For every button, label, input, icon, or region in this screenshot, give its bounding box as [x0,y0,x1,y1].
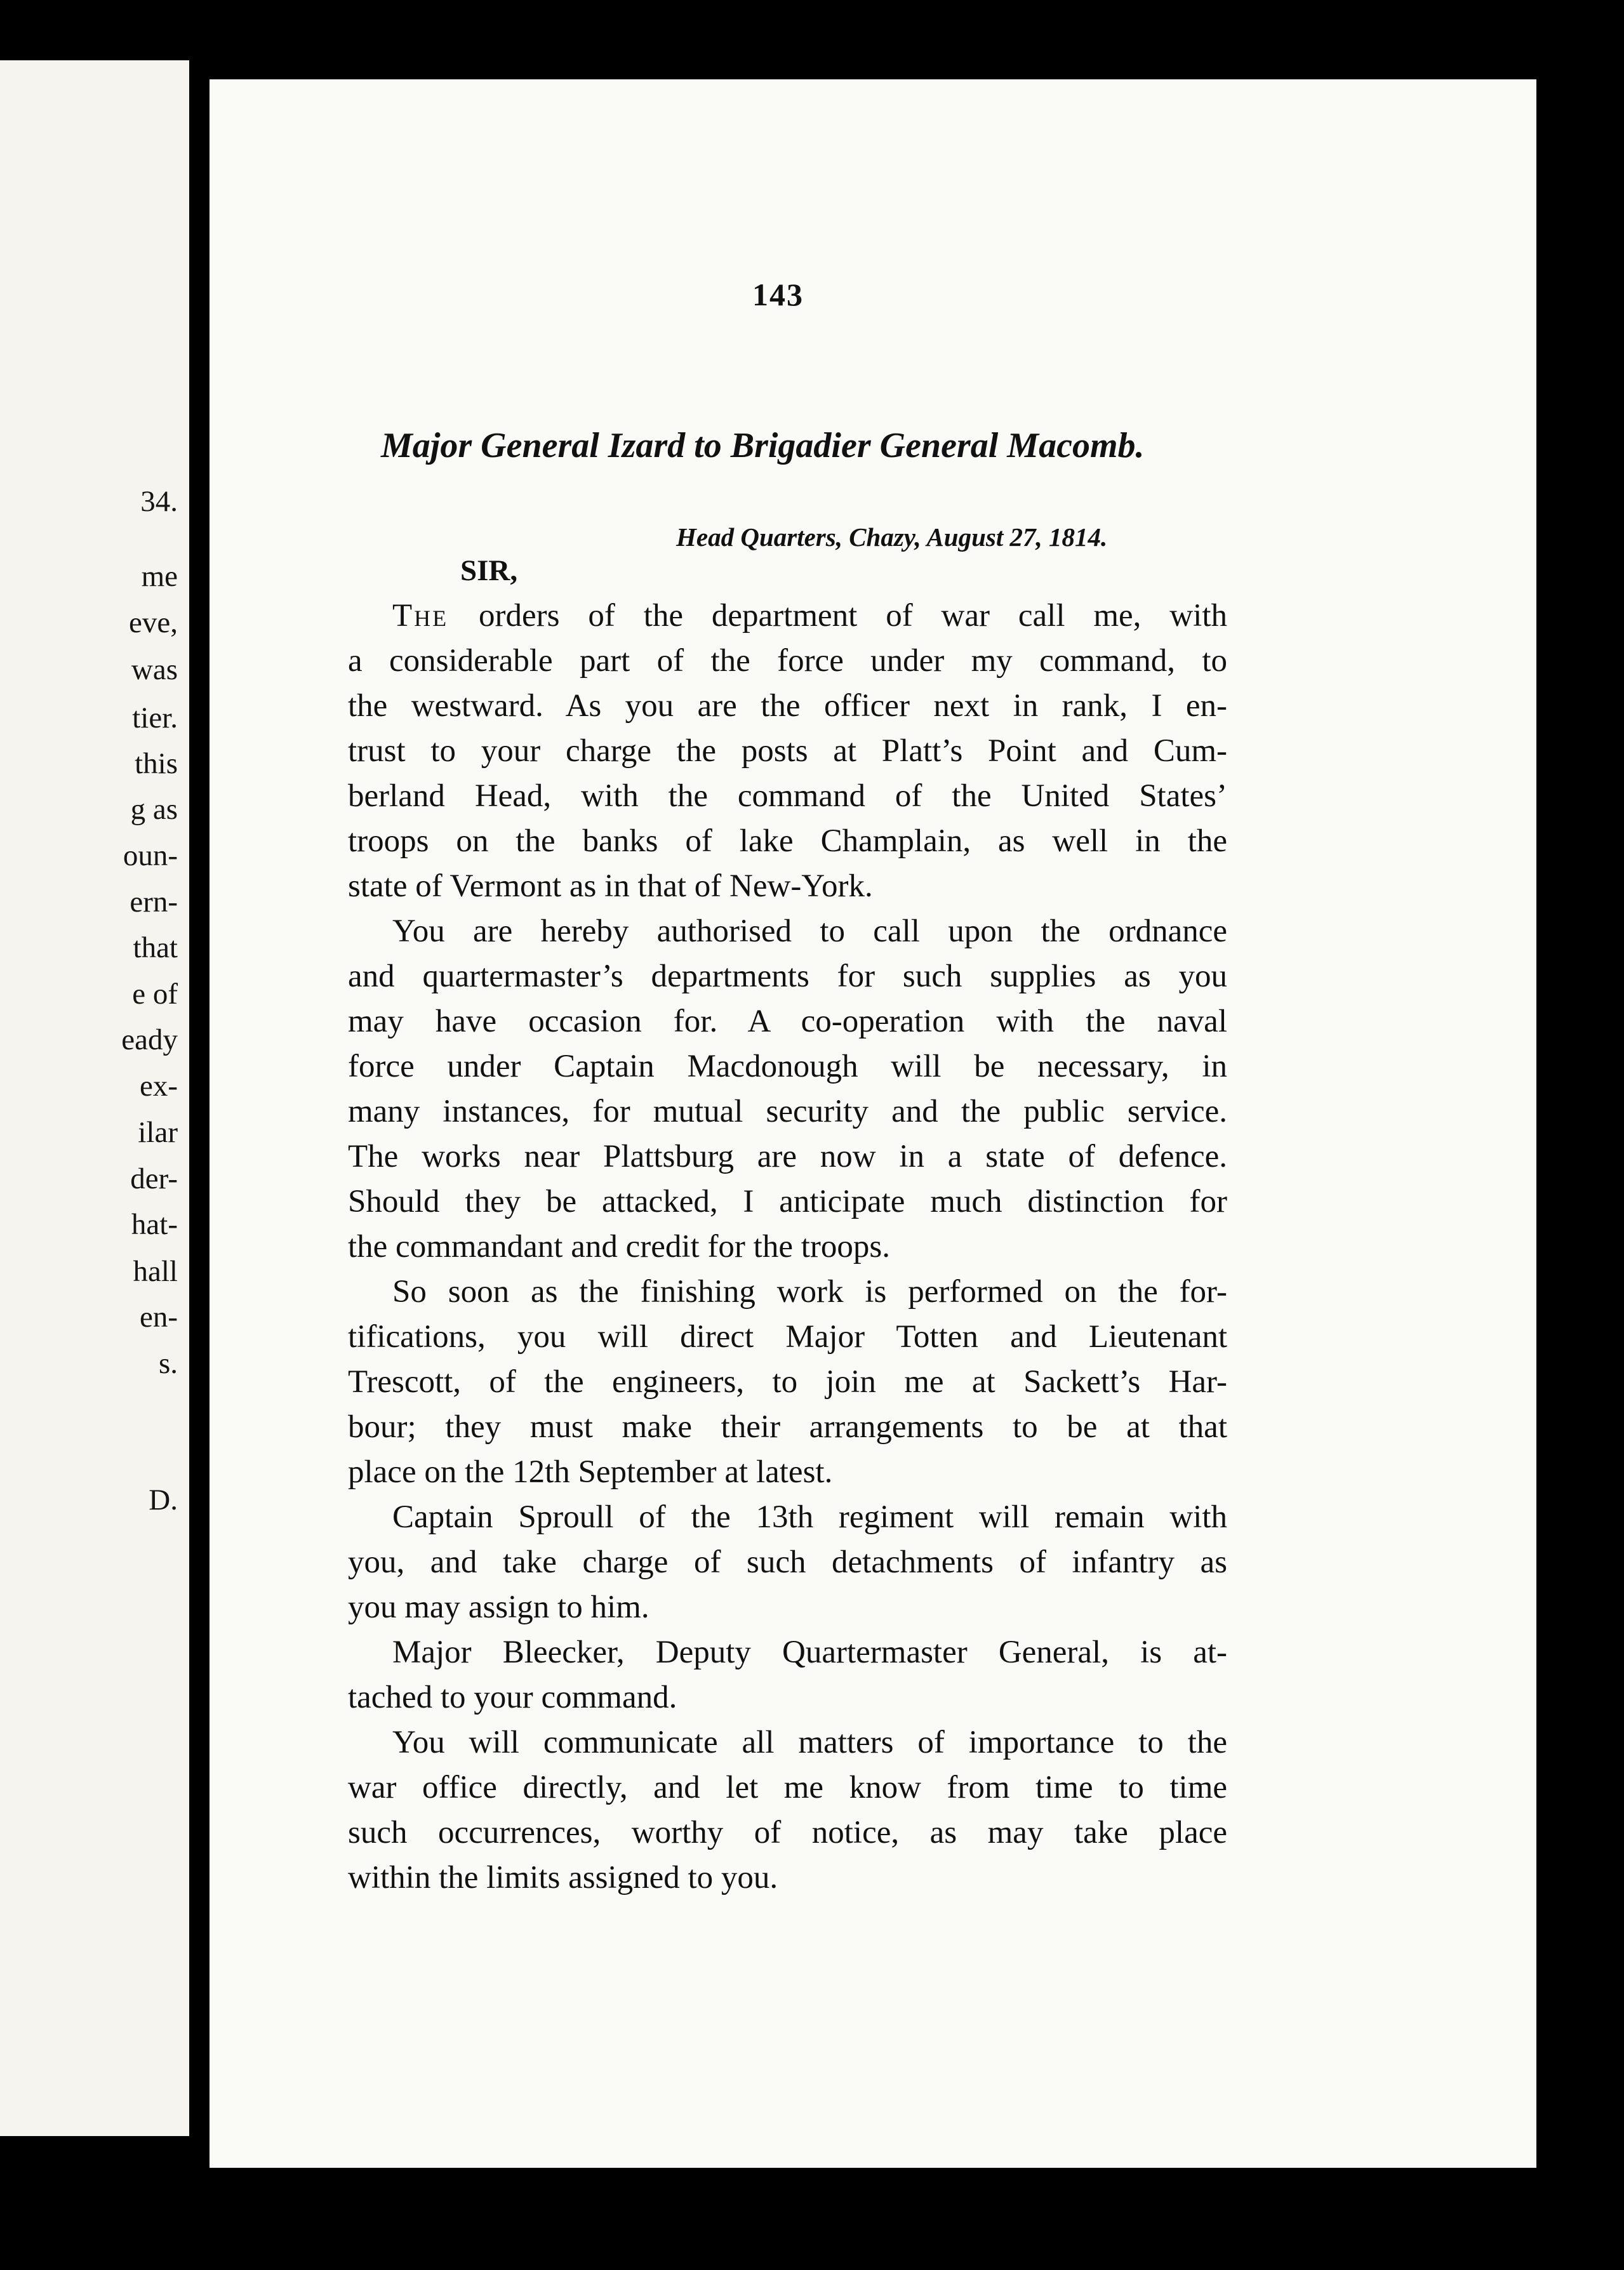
text-line: a considerable part of the force under my command, to [348,643,1227,679]
text-line: you, and take charge of such detachments of infantry as [348,1544,1227,1580]
text-line: within the limits assigned to you. [348,1860,778,1895]
letter-dateline: Head Quarters, Chazy, August 27, 1814. [676,522,1108,552]
text-line [348,594,1227,639]
previous-page-text-fragment: this [135,747,178,780]
previous-page-text-fragment: eve, [129,606,178,639]
previous-page-text-fragment: that [133,931,178,964]
previous-page-text-fragment: D. [149,1483,178,1517]
line-text: orders of the department of war call me, with [479,598,1227,634]
previous-page-text-fragment: g as [130,793,178,826]
text-line: war office directly, and let me know from time to time [348,1770,1227,1805]
letter-title: Major General Izard to Brigadier General Macomb. [381,426,1145,465]
text-line: Should they be attacked, I anticipate much distinction for [348,1184,1227,1219]
text-line: tifications, you will direct Major Totten and Lieutenant [348,1319,1227,1355]
previous-page-text-fragment: 34. [140,485,178,518]
previous-page-text-fragment: s. [158,1347,178,1380]
previous-page-text-fragment: was [131,653,178,686]
previous-page-text-fragment: der- [130,1162,178,1195]
previous-page-text-fragment: tier. [132,701,178,734]
text-line: the westward. As you are the officer next in rank, I en- [348,688,1227,724]
previous-page-text-fragment: oun- [123,839,178,872]
lead-word: The [392,598,479,634]
previous-page-edge [0,60,189,2136]
text-line: and quartermaster’s departments for such supplies as you [348,959,1227,994]
text-line: trust to your charge the posts at Platt’s Point and Cum- [348,733,1227,769]
text-line: You are hereby authorised to call upon the ordnance [392,913,1227,949]
text-line: You will communicate all matters of importance to the [392,1725,1227,1760]
previous-page-text-fragment: eady [121,1023,178,1056]
previous-page-text-fragment: ex- [139,1070,178,1103]
text-line: such occurrences, worthy of notice, as may take place [348,1815,1227,1850]
text-line: many instances, for mutual security and the public service. [348,1094,1227,1129]
previous-page-text-fragment: ern- [130,886,178,919]
text-line: The works near Plattsburg are now in a state of defence. [348,1139,1227,1174]
previous-page-text-fragment: e of [132,978,178,1011]
previous-page-text-fragment: ilar [138,1116,178,1149]
text-line: berland Head, with the command of the United States’ [348,778,1227,814]
text-line: Captain Sproull of the 13th regiment will remain with [392,1499,1227,1535]
text-line: Major Bleecker, Deputy Quartermaster General, is at- [392,1635,1227,1670]
text-line: troops on the banks of lake Champlain, as well in the [348,823,1227,859]
letter-salutation: SIR, [460,554,518,587]
text-line: may have occasion for. A co-operation with the naval [348,1004,1227,1039]
previous-page-text-fragment: hall [133,1255,178,1288]
previous-page-text-fragment: en- [139,1301,178,1334]
text-line: the commandant and credit for the troops. [348,1229,890,1264]
text-line: state of Vermont as in that of New-York. [348,868,873,904]
text-line: you may assign to him. [348,1590,649,1625]
text-line: bour; they must make their arrangements to be at that [348,1409,1227,1445]
previous-page-text-fragment: hat- [131,1208,178,1241]
text-line: tached to your command. [348,1680,677,1715]
text-line: Trescott, of the engineers, to join me at Sackett’s Har- [348,1364,1227,1400]
text-line: So soon as the finishing work is performed on the for- [392,1274,1227,1310]
text-line: place on the 12th September at latest. [348,1454,833,1490]
page-number: 143 [752,277,804,312]
text-line: force under Captain Macdonough will be necessary, in [348,1049,1227,1084]
letter-body [348,594,1227,1901]
previous-page-text-fragment: me [141,560,178,593]
